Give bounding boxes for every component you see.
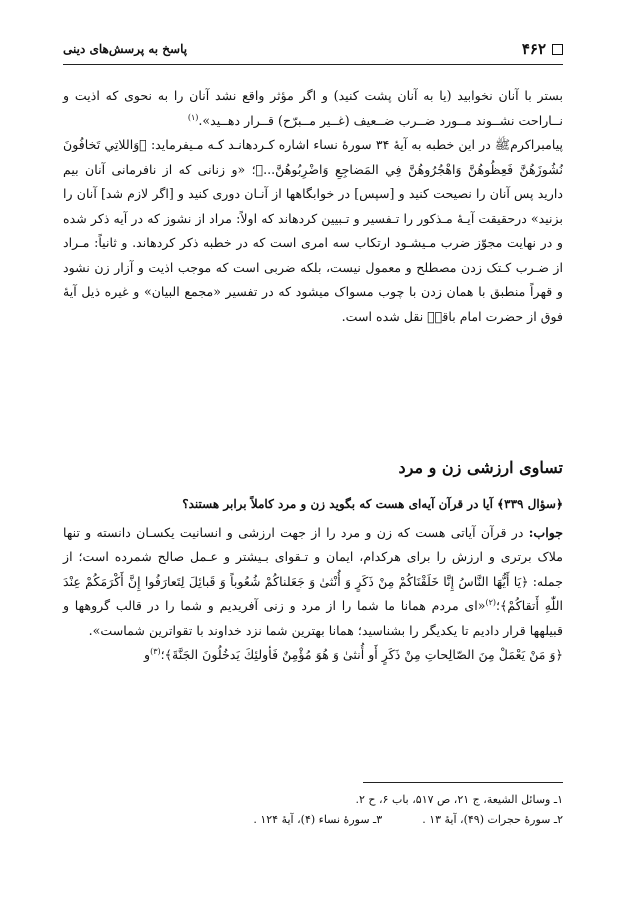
answer-text: در قرآن آیاتی هست که زن و مرد را از جهت ارزشی و انسانیت یکسـان دانسته و تنها ملاک برتری و ارزش را برای هرکدام، ایمان و تـقوای بـیشتر و عـمل صالح شمرده است؛ از جمله: ﴿يَا أَيُّهَا النَّاسُ إِنَّا خَلَقْنَاكُمْ مِنْ ذَكَرٍ وَ أُنْثىٰ وَ جَعَلناكُمْ شُعُوباً وَ قَبائِلَ لِتَعارَفُوا إِنَّ أَكْرَمَكُمْ عِنْدَ اللّٰهِ أَتقاكُمْ﴾؛ [63, 524, 563, 613]
footnote-ref-3[interactable]: (۳) [150, 646, 161, 656]
footnote-ref-1[interactable]: (۱) [187, 112, 199, 122]
page-number: ۴۶۲ [521, 40, 546, 58]
footnote-ref-2[interactable]: (۲) [485, 597, 497, 607]
answer-paragraph [63, 521, 563, 644]
footnotes [63, 790, 563, 830]
footnote-1: ۱ـ وسائل الشیعة، ج ۲۱، ص ۵۱۷، باب ۶، ح ۲. [355, 793, 563, 806]
page-header [63, 38, 563, 65]
section-body [63, 492, 563, 668]
square-bullet-icon [552, 44, 563, 55]
footnote-2: ۲ـ سورهٔ حجرات (۴۹)، آیهٔ ۱۳ . [422, 813, 563, 826]
section-heading: تساوی ارزشی زن و مرد [398, 458, 563, 477]
running-title: پاسخ به پرسش‌های دینی [63, 42, 188, 56]
answer-label: جواب: [528, 524, 563, 540]
footnote-divider [363, 782, 563, 783]
verse-2-tail: و [144, 647, 151, 662]
footnote-row-2 [63, 810, 563, 830]
question-339: ﴿سؤال ۳۳۹﴾ آیا در قرآن آیه‌ای هست که بگوید زن و مرد کاملاً برابر هستند؟ [182, 497, 563, 511]
page-number-group [522, 40, 563, 58]
verse-paragraph [63, 643, 563, 668]
paragraph-2: پیامبراکرمﷺ در این خطبه به آیهٔ ۳۴ سورهٔ نساء اشاره کـردهانـد کـه مـیفرماید: ﴿وَاللاتِي تَخافُونَ نُشُوزَهُنَّ فَعِظُوهُنَّ وَاهْجُرُوهُنَّ فِي المَضاجِعِ وَاضْرِبُوهُنَّ...﴾؛ «و زنانی که از نافرمانی آنان بیم دارید پس آنان را نصیحت کنید و [سپس] در خوابگاهها از آنـان دوری کنید و [اگر لازم شد] آنان را بزنید» درحقیقت آیـهٔ مـذکور را تـفسیر و تـبیین کردهاند که اولاً: مراد از نشوز که در آیه ذکر شده و در نهایت مجوّز ضرب مـیشـود ارتکاب سه امری است که در خطبه ذکر کردهاند. و ثانیاً: مـراد از ضـرب کـتک زدن مصطلح و معمول نیست، بلکه ضربی است که موجب اذیت و آزار زن نشود و قهراً منطبق با همان زدن با چوب مسواک میشود که در تفسیر «مجمع البیان» و غیره ذیل آیهٔ فوق از حضرت امام باقرؑ نقل شده است. [63, 137, 563, 324]
paragraph-1: بستر با آنان نخوابید (یا به آنان پشت کنید) و اگر مؤثر واقع نشد آنان را به نحوی که اذیت و نــاراحت نشــوند مــورد ضــرب ضــعیف (غــیر مــبرّح) قــرار دهــید».$^{(۱)}$ [63, 88, 563, 128]
answer-translation: «ای مردم همانا ما شما را از مرد و زنی آفریدیم و شما را در قالب گروهها و قبیلهها قرار دادیم تا یکدیگر را بشناسید؛ همانا بهترین شما نزد خداوند با تقواترین شماست». [63, 598, 563, 638]
main-text [63, 84, 563, 329]
footnote-3: ۳ـ سورهٔ نساء (۴)، آیهٔ ۱۲۴ . [253, 813, 383, 826]
verse-2: ﴿وَ مَنْ يَعْمَلْ مِنَ الصّالِحاتِ مِنْ ذَكَرٍ أَو أُنثىٰ وَ هُوَ مُؤْمِنٌ فَأولئِكَ يَدخُلُونَ الجَنَّةَ﴾؛ [160, 647, 563, 662]
